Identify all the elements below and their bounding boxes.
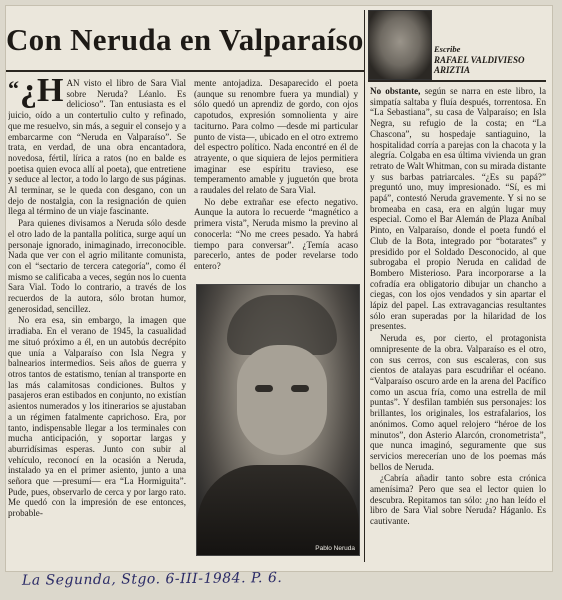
column3-lead-bold: No obstante, bbox=[370, 86, 421, 96]
photo-eye-left bbox=[255, 385, 273, 392]
byline-author-line2: ARIZTIA bbox=[434, 65, 471, 75]
headline: Con Neruda en Valparaíso bbox=[6, 22, 364, 57]
photo-eye-right bbox=[291, 385, 309, 392]
drop-cap: ¿H bbox=[20, 78, 64, 109]
byline bbox=[434, 44, 546, 76]
neruda-photo bbox=[196, 284, 360, 556]
lead-paragraph bbox=[8, 78, 186, 217]
column3-paragraph-1-text: según se narra en este libro, la simpatía saltaba y fluía después, torrentosa. En “La Sebastiana”, su casa de Valparaíso; en Isla Negra, su refugio de la costa; en “La Chascona”, su hospedaje santiaguino, la hospitalidad corría a parejas con la chacota y la alegría. Colgaba en esa última vivienda un gran retrato de Walt Whitman, con su mirada distante y sus barbas patriarcales. “¿Es su papá?” preguntó uno, muy impresionado. “Sí, es mi papá”, contestó Neruda gravemente. Y si no se bromeaba en casa, era en algún lugar muy especial. Como el Bar Alemán de Plaza Aníbal Pinto, en Valparaíso, donde el poeta fundó el Club de la Bota, integrado por “botarates” y presidido por el Soldado Desconocido, al que subrogaba el propio Neruda en calidad de Bombero Misterioso. Para incorporarse a la cofradía era obligatorio dibujar un chancho a ciegas, con los ojos vendados y sin apartar el lápiz del papel. Las extravagancias resultantes sólo eran superadas por la hilaridad de los presentes. bbox=[370, 86, 546, 332]
byline-label: Escribe bbox=[434, 44, 461, 54]
photo-coat bbox=[197, 465, 359, 555]
column2-paragraph-1: mente antojadiza. Desaparecido el poeta (aunque su renombre fuera ya mundial) y sólo quedó un aprendiz de gordo, con ojos capotudos, expresión somnolienta y aire taciturno. Para colmo —desde mi particular punto de vista—, ubicado en el otro extremo del espectro político. Nada encontré en él de atrayente, o que siquiera de lejos permitiera imaginar ese espíritu travieso, ese temperamento amable y juguetón que brota a raudales del relato de Sara Vial. bbox=[194, 78, 358, 196]
headline-rule bbox=[6, 70, 364, 72]
article-column-1 bbox=[8, 78, 186, 562]
column2-paragraph-2: No debe extrañar ese efecto negativo. Aunque la autora lo recuerde “magnético a primera vista”, Neruda mismo la previno al conocerla: “No me crees pesado. Ya habrá tiempo para conversar”. ¿Temía acaso parecerlo, antes de poder revelarse todo entero? bbox=[194, 196, 358, 271]
column1-paragraph-3: No era esa, sin embargo, la imagen que irradiaba. En el verano de 1945, la casualidad me situó próximo a él, en un autobús decrépito que unía a Valparaíso con Isla Negra y balnearios intermedios. Seis años de guerra y otros tantos de estatismo, tenían al transporte en las más calamitosas condiciones. Bultos y pasajeros eran estibados en conjunto, no existían asientos numerados y los itinerarios se ajustaban a un régimen fatalmente caprichoso. Era, por tanto, indispensable llegar a los terminales con mucha anticipación, y soportar largas y aburridísimas esperas. Junto con subir al vehículo, reconocí en la ocasión a Neruda, instalado ya en el primer asiento, junto a una señora que —presumí— era “La Hormiguita”. Pude, pues, observarlo de cerca y por largo rato. Me quedó con la impresión de ese entonces, probable- bbox=[8, 315, 186, 519]
lead-text: AN visto el libro de Sara Vial sobre Neruda? Léanlo. Es delicioso”. Tan entusiasta es el juicio, oído a un contertulio culto y refinado, que me resuelvo, sin más, a seguir el consejo y a embarcarme con “Neruda en Valparaíso”. Se trata, en verdad, de una obra encantadora, novedosa, fértil, lírica a ratos (no en balde es poetisa quien evoca allí al poeta), que entretiene y seduce al lector, a todo lo largo de sus páginas. Al terminar, se le queda con desgano, con un dejo de nostalgia, con la resignación de quien llega al término de un viaje fascinante. bbox=[8, 78, 186, 217]
article-column-3 bbox=[370, 86, 546, 562]
photo-caption: Pablo Neruda bbox=[315, 545, 355, 552]
photo-face bbox=[237, 345, 327, 455]
byline-rule bbox=[368, 80, 546, 82]
column3-paragraph-2: Neruda es, por cierto, el protagonista omnipresente de la obra. Valparaíso es el otro, con sus cerros, con sus escaleras, con sus cientos de atalayas para escudriñar el océano. “Valparaíso oscuro arde en la arena del Pacífico como un ascua fría, como una estrella de mil puntas”. Y desfilan también sus personajes: los brillantes, los originales, los estrafalarios, los anónimos. Como aquel relojero “héroe de los minutos”, don Asterio Alarcón, cronometrista”, que nunca imaginó, seguramente que sus servicios merecerían uno de los poemas más bellos de Neruda. bbox=[370, 333, 546, 472]
author-portrait bbox=[368, 10, 432, 80]
column-divider-right bbox=[364, 10, 365, 562]
column3-paragraph-1 bbox=[370, 86, 546, 332]
handwritten-source-note: La Segunda, Stgo. 6-III-1984. P. 6. bbox=[21, 569, 283, 589]
column3-paragraph-3: ¿Cabría añadir tanto sobre esta crónica amenísima? Pero que sea el lector quien lo descubra. Repitamos tan sólo: ¿no han leído el libro de Sara Vial sobre Neruda? Háganlo. Es cautivante. bbox=[370, 473, 546, 527]
article-column-2 bbox=[194, 78, 358, 282]
byline-author-line1: RAFAEL VALDIVIESO bbox=[434, 54, 525, 65]
column1-paragraph-2: Para quienes divisamos a Neruda sólo desde el otro lado de la pantalla política, surge aquí un personaje ignorado, inimaginado, irreconocible. Nada que ver con el agrio militante comunista, con el “sectario de tercera categoría”, como él mismo se calificaba a veces, según nos lo cuenta Sara Vial. Todo lo contrario, a través de los recuerdos de la autora, sólo brotan humor, generosidad, sencillez. bbox=[8, 218, 186, 314]
lead-quote-mark: “ bbox=[8, 78, 19, 101]
